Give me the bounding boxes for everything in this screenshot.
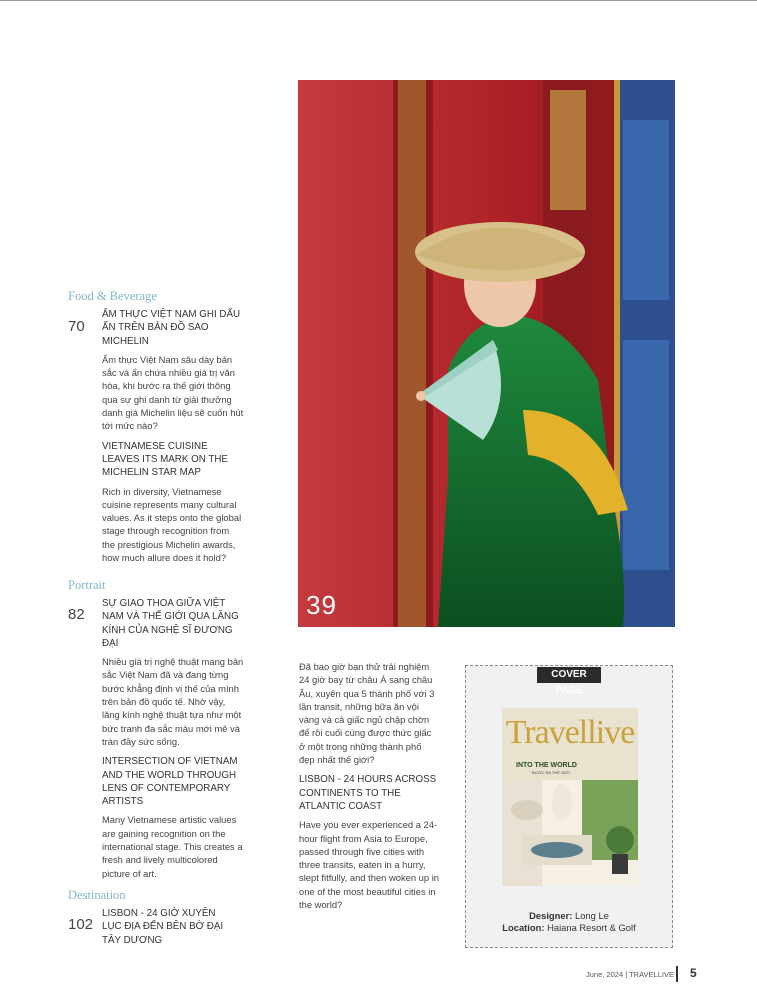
vi-title: SỰ GIAO THOA GIỮA VIỆT NAM VÀ THẾ GIỚI QUA LĂNG KÍNH CỦA NGHỆ SĨ ĐƯƠNG ĐẠI [102,598,239,649]
cover-photo [298,80,675,627]
cover-page-label: COVER PAGE [537,667,601,683]
page-number-102: 102 [68,916,94,933]
resort-photo-illustration [502,780,638,886]
vi-body: Ẩm thực Việt Nam sâu dày bản sắc và ẩn chứa nhiều giá trị văn hóa, khi bước ra thế giới thông qua sự ghi danh từ giải thưởng danh giá Michelin liệu sẽ cuốn hút tới mức nào? [102,353,244,432]
section-title-destination: Destination [68,888,126,902]
toc-entry-destination [102,907,232,952]
page-number-70: 70 [68,318,85,335]
toc-entry-food [102,308,244,571]
magazine-title: Travellive [505,714,635,751]
magazine-subtitle-vi: BƯỚC RA THẾ GIỚI [532,770,570,775]
vi-title: LISBON - 24 GIỜ XUYÊN LỤC ĐỊA ĐẾN BÊN BỜ ĐẠI TÂY DƯƠNG [102,908,224,946]
en-body: Have you ever experienced a 24-hour flight from Asia to Europe, passed through five cities with three transits, eaten in a hurry, slept fitfully, and then woken up in one of the most beautiful cities in the world? [299,819,440,911]
vi-body: Đã bao giờ bạn thử trải nghiệm 24 giờ bay từ châu Á sang châu Âu, xuyên qua 5 thành phố với 3 lần transit, những bữa ăn vội vàng và cả giấc ngủ chập chờn để rồi cuối cùng được thức giấc ở một trong những thành phố đẹp nhất thế giới? [299,661,435,766]
en-title: VIETNAMESE CUISINE LEAVES ITS MARK ON THE MICHELIN STAR MAP [102,440,228,479]
vi-title: ẨM THỰC VIỆT NAM GHI DẤU ẤN TRÊN BẢN ĐỒ SAO MICHELIN [102,309,241,347]
section-title-food: Food & Beverage [68,289,157,303]
page-number-82: 82 [68,606,85,623]
girl-with-fan-illustration [298,80,675,627]
destination-continued [299,660,439,918]
photo-page-ref: 39 [306,590,337,620]
magazine-subtitle: INTO THE WORLD [516,762,577,769]
en-title: LISBON - 24 HOURS ACROSS CONTINENTS TO THE ATLANTIC COAST [299,774,437,812]
top-rule [0,0,757,1]
designer-name: Long Le [574,910,609,921]
designer-credit [466,910,672,921]
en-body: Rich in diversity, Vietnamese cuisine represents many cultural values. As it steps onto the global stage through recognition from the prestigious Michelin awards, how much allure does it hold? [102,485,242,564]
page-number: 5 [690,966,697,980]
designer-label: Designer: [529,910,573,921]
toc-entry-portrait [102,597,244,887]
footer-divider [676,966,678,982]
magazine-cover-thumbnail [502,708,638,886]
en-body: Many Vietnamese artistic values are gaining recognition on the international stage. This creates a fresh and lively multicolored picture of art. [102,814,243,879]
section-title-portrait: Portrait [68,578,106,592]
footer-issue: June, 2024 | TRAVELLIVE [586,970,674,979]
location-credit [466,922,672,933]
location-label: Location: [502,922,545,933]
location-name: Haiana Resort & Golf [547,922,636,933]
vi-body: Nhiều giá trị nghệ thuật mang bản sắc Việt Nam đã và đang từng bước khẳng định vị thế của mình trên bản đồ quốc tế. Nhờ vậy, lăng kính nghệ thuật tựa như một bức tranh đa sắc màu mới mẻ và tràn đầy sức sống. [102,656,244,747]
en-title: INTERSECTION OF VIETNAM AND THE WORLD THROUGH LENS OF CONTEMPORARY ARTISTS [102,756,238,808]
